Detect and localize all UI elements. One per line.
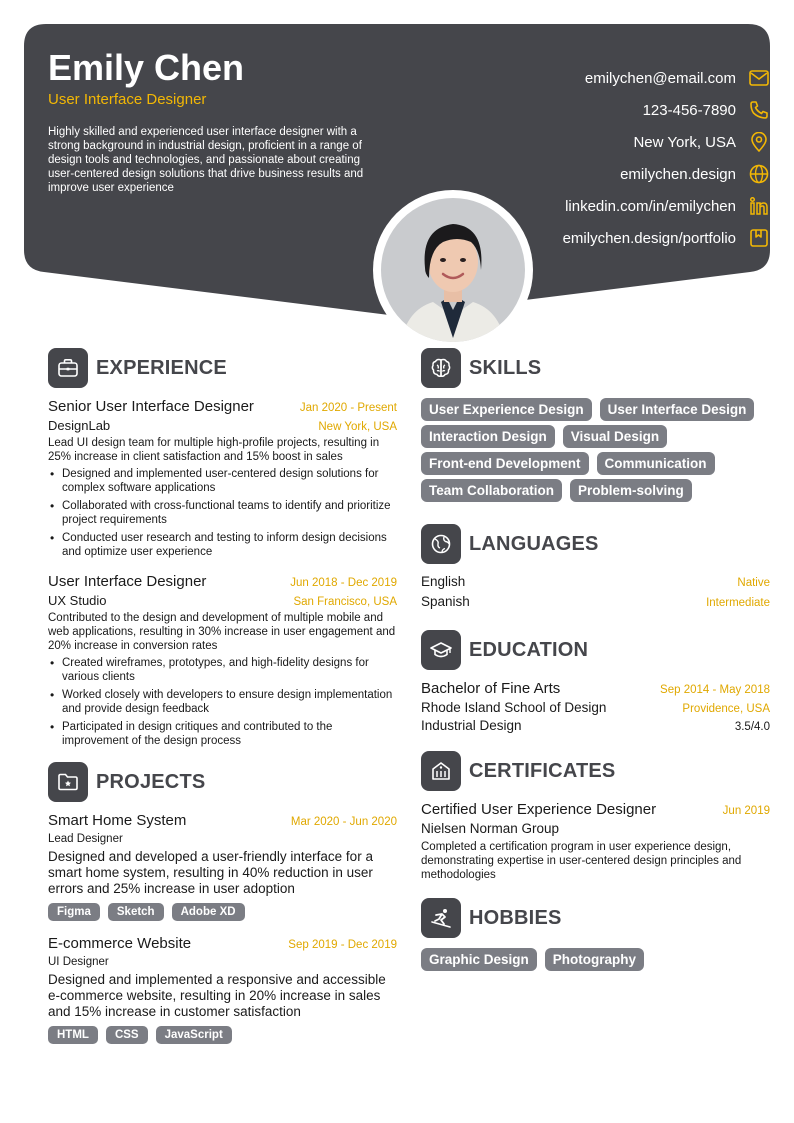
skill-tag: Visual Design [563,425,667,448]
experience-item [48,573,397,748]
brain-icon [421,348,461,388]
briefcase-icon [48,348,88,388]
language-name: Spanish [421,594,470,609]
contact-email-text[interactable]: emilychen@email.com [584,69,736,87]
experience-section-header [48,348,397,388]
project-tag: Adobe XD [172,903,245,921]
graduation-cap-icon [421,630,461,670]
project-tag: JavaScript [156,1026,232,1044]
job-bullet: • Worked closely with developers to ensure design implementation and provide design feedback [48,688,397,716]
certificates-title: CERTIFICATES [469,759,616,782]
language-icon [421,524,461,564]
project-item [48,935,397,1044]
job-title: User Interface Designer [48,573,207,590]
mail-icon [748,67,770,89]
education-field: Industrial Design [421,718,522,733]
job-bullet: • Participated in design critiques and contributed to the improvement of the design process [48,720,397,748]
projects-section-header [48,762,397,802]
languages-title: LANGUAGES [469,532,599,555]
certificates-section-header [421,751,770,791]
project-description: Designed and implemented a responsive and accessible e-commerce website, resulting in 20% increase in sales and 15% increase in customer satisfaction [48,972,386,1019]
skills-list [421,398,770,506]
education-gpa: 3.5/4.0 [734,721,770,733]
experience-item [48,398,397,559]
project-role: Lead Designer [48,833,123,845]
candidate-name: Emily Chen [48,47,245,88]
certificate-item [421,801,770,882]
project-tag: Figma [48,903,100,921]
skill-tag: Interaction Design [421,425,555,448]
job-company: DesignLab [48,418,111,433]
globe-icon [748,163,770,185]
contact-location [450,126,770,158]
job-bullet: • Conducted user research and testing to inform design decisions and optimize user experience [48,531,397,559]
education-item [421,680,770,733]
project-tags [48,903,397,921]
education-title: EDUCATION [469,638,589,661]
job-description: Contributed to the design and development of multiple mobile and web applications, resulting in 30% increase in user engagement and 20% increase in conversion rates [48,612,396,652]
hobbies-section-header [421,898,770,938]
projects-title: PROJECTS [96,770,206,793]
project-tag: CSS [106,1026,148,1044]
skill-tag: User Interface Design [600,398,755,421]
contact-email[interactable] [450,62,770,94]
skill-tag: Problem-solving [570,479,692,502]
language-row [421,594,770,614]
hobby-tag: Photography [545,948,644,971]
project-dates: Mar 2020 - Jun 2020 [290,816,397,828]
skills-section-header [421,348,770,388]
project-name: E-commerce Website [48,935,192,952]
job-title: Senior User Interface Designer [48,398,254,415]
certificate-issuer: Nielsen Norman Group [421,821,560,836]
bookmark-icon [748,227,770,249]
education-location: Providence, USA [682,703,770,715]
certificate-building-icon [421,751,461,791]
hobbies-title: HOBBIES [469,906,562,929]
contact-location-text: New York, USA [633,133,736,151]
language-level: Native [737,577,770,589]
education-degree: Bachelor of Fine Arts [421,680,561,697]
profile-photo [381,198,525,342]
contact-linkedin-text[interactable]: linkedin.com/in/emilychen [565,197,736,215]
project-description: Designed and developed a user-friendly interface for a smart home system, resulting in 40% reduction in user errors and 25% increase in user adoption [48,849,373,896]
profile-summary: Highly skilled and experienced user interface designer with a strong background in industrial design, proficient in a range of design tools and technologies, and passionate about creating user-centered design solutions that drive business results and improve user experience [48,126,364,194]
linkedin-icon [748,195,770,217]
skill-tag: User Experience Design [421,398,592,421]
skill-tag: Team Collaboration [421,479,562,502]
project-role: UI Designer [48,956,109,968]
right-column [421,348,770,975]
contact-portfolio-text[interactable]: emilychen.design/portfolio [562,229,736,247]
job-company: UX Studio [48,593,107,608]
skills-title: SKILLS [469,356,542,379]
job-bullets [48,656,397,748]
job-bullet: • Designed and implemented user-centered design solutions for complex software applications [48,467,397,495]
project-tags [48,1026,397,1044]
hobbies-list [421,948,770,975]
job-dates: Jan 2020 - Present [299,402,397,414]
certificate-name: Certified User Experience Designer [421,801,657,818]
certificate-description: Completed a certification program in user experience design, demonstrating expertise in user-centered design principles and methodologies [421,841,742,881]
languages-list [421,574,770,614]
hobby-tag: Graphic Design [421,948,537,971]
contact-phone-text[interactable]: 123-456-7890 [642,101,736,119]
project-tag: HTML [48,1026,98,1044]
project-item [48,812,397,921]
phone-icon [748,99,770,121]
job-bullet: • Created wireframes, prototypes, and high-fidelity designs for various clients [48,656,397,684]
job-bullets [48,467,397,559]
location-pin-icon [748,131,770,153]
job-dates: Jun 2018 - Dec 2019 [290,577,397,589]
candidate-role: User Interface Designer [48,91,207,108]
contact-website[interactable] [450,158,770,190]
skill-tag: Front-end Development [421,452,589,475]
skill-tag: Communication [597,452,715,475]
project-tag: Sketch [108,903,164,921]
job-location: San Francisco, USA [293,596,397,608]
job-bullet: • Collaborated with cross-functional teams to identify and prioritize project requirements [48,499,397,527]
language-row [421,574,770,594]
folder-icon [48,762,88,802]
contact-website-text[interactable]: emilychen.design [620,165,736,183]
skier-icon [421,898,461,938]
language-level: Intermediate [706,597,770,609]
job-description: Lead UI design team for multiple high-profile projects, resulting in 25% increase in client satisfaction and 15% boost in sales [48,437,380,463]
experience-title: EXPERIENCE [96,356,227,379]
education-school: Rhode Island School of Design [421,700,607,715]
project-dates: Sep 2019 - Dec 2019 [288,939,397,951]
project-name: Smart Home System [48,812,187,829]
education-dates: Sep 2014 - May 2018 [660,684,770,696]
language-name: English [421,574,466,589]
job-location: New York, USA [318,421,397,433]
left-column [48,348,397,1058]
education-section-header [421,630,770,670]
contact-phone[interactable] [450,94,770,126]
certificate-date: Jun 2019 [722,805,770,817]
languages-section-header [421,524,770,564]
